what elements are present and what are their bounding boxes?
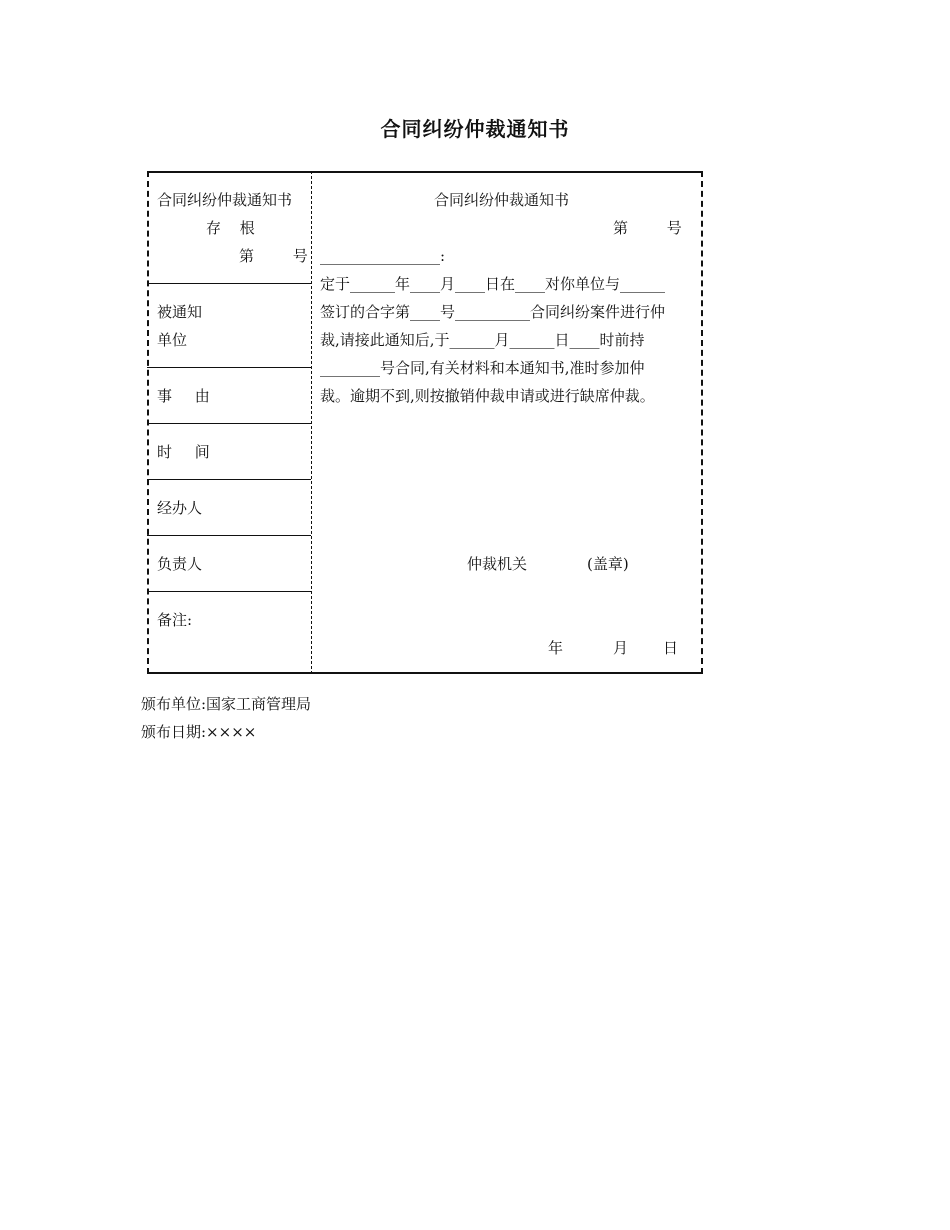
stub-notified-unit-label: 被通知 — [157, 303, 203, 321]
stub-row-separator — [147, 479, 311, 480]
seal-label: (盖章) — [587, 555, 629, 573]
notice-body-line: ________号合同,有关材料和本通知书,准时参加仲 — [320, 359, 645, 377]
notice-addressee-line: ________________: — [320, 247, 446, 265]
stub-notified-unit-label: 单位 — [157, 331, 188, 349]
date-month-label: 月 — [613, 639, 629, 657]
frame-bottom-border — [147, 672, 703, 674]
frame-top-border — [147, 171, 703, 173]
frame-right-border — [701, 171, 703, 674]
notice-body-line: 裁,请接此通知后,于______月______日____时前持 — [320, 331, 645, 349]
stub-responsible-label: 负责人 — [157, 555, 203, 573]
stub-subheading: 存 根 — [206, 219, 255, 237]
date-day-label: 日 — [663, 639, 679, 657]
notice-number-label: 第 号 — [613, 219, 682, 237]
notice-heading: 合同纠纷仲裁通知书 — [434, 191, 570, 209]
stub-row-separator — [147, 283, 311, 284]
stub-row-separator — [147, 591, 311, 592]
stub-remarks-label: 备注: — [157, 611, 193, 629]
stub-handler-label: 经办人 — [157, 499, 203, 517]
notice-body-line: 定于______年____月____日在____对你单位与______ — [320, 275, 666, 293]
stub-row-separator — [147, 423, 311, 424]
notice-body-line: 裁。逾期不到,则按撤销仲裁申请或进行缺席仲裁。 — [320, 387, 655, 405]
stub-reason-label: 事 由 — [157, 387, 210, 405]
stub-row-separator — [147, 367, 311, 368]
issue-date-line: 颁布日期:×××× — [141, 723, 257, 741]
stub-heading: 合同纠纷仲裁通知书 — [157, 191, 293, 209]
stub-number-label: 第 号 — [239, 247, 308, 265]
document-title: 合同纠纷仲裁通知书 — [380, 117, 570, 141]
arbitration-authority-label: 仲裁机关 — [467, 555, 528, 573]
stub-row-separator — [147, 535, 311, 536]
stub-time-label: 时 间 — [157, 443, 210, 461]
frame-middle-divider — [311, 171, 312, 674]
notice-body-line: 签订的合字第____号__________合同纠纷案件进行仲 — [320, 303, 666, 321]
issuer-line: 颁布单位:国家工商管理局 — [141, 695, 312, 713]
date-year-label: 年 — [548, 639, 564, 657]
